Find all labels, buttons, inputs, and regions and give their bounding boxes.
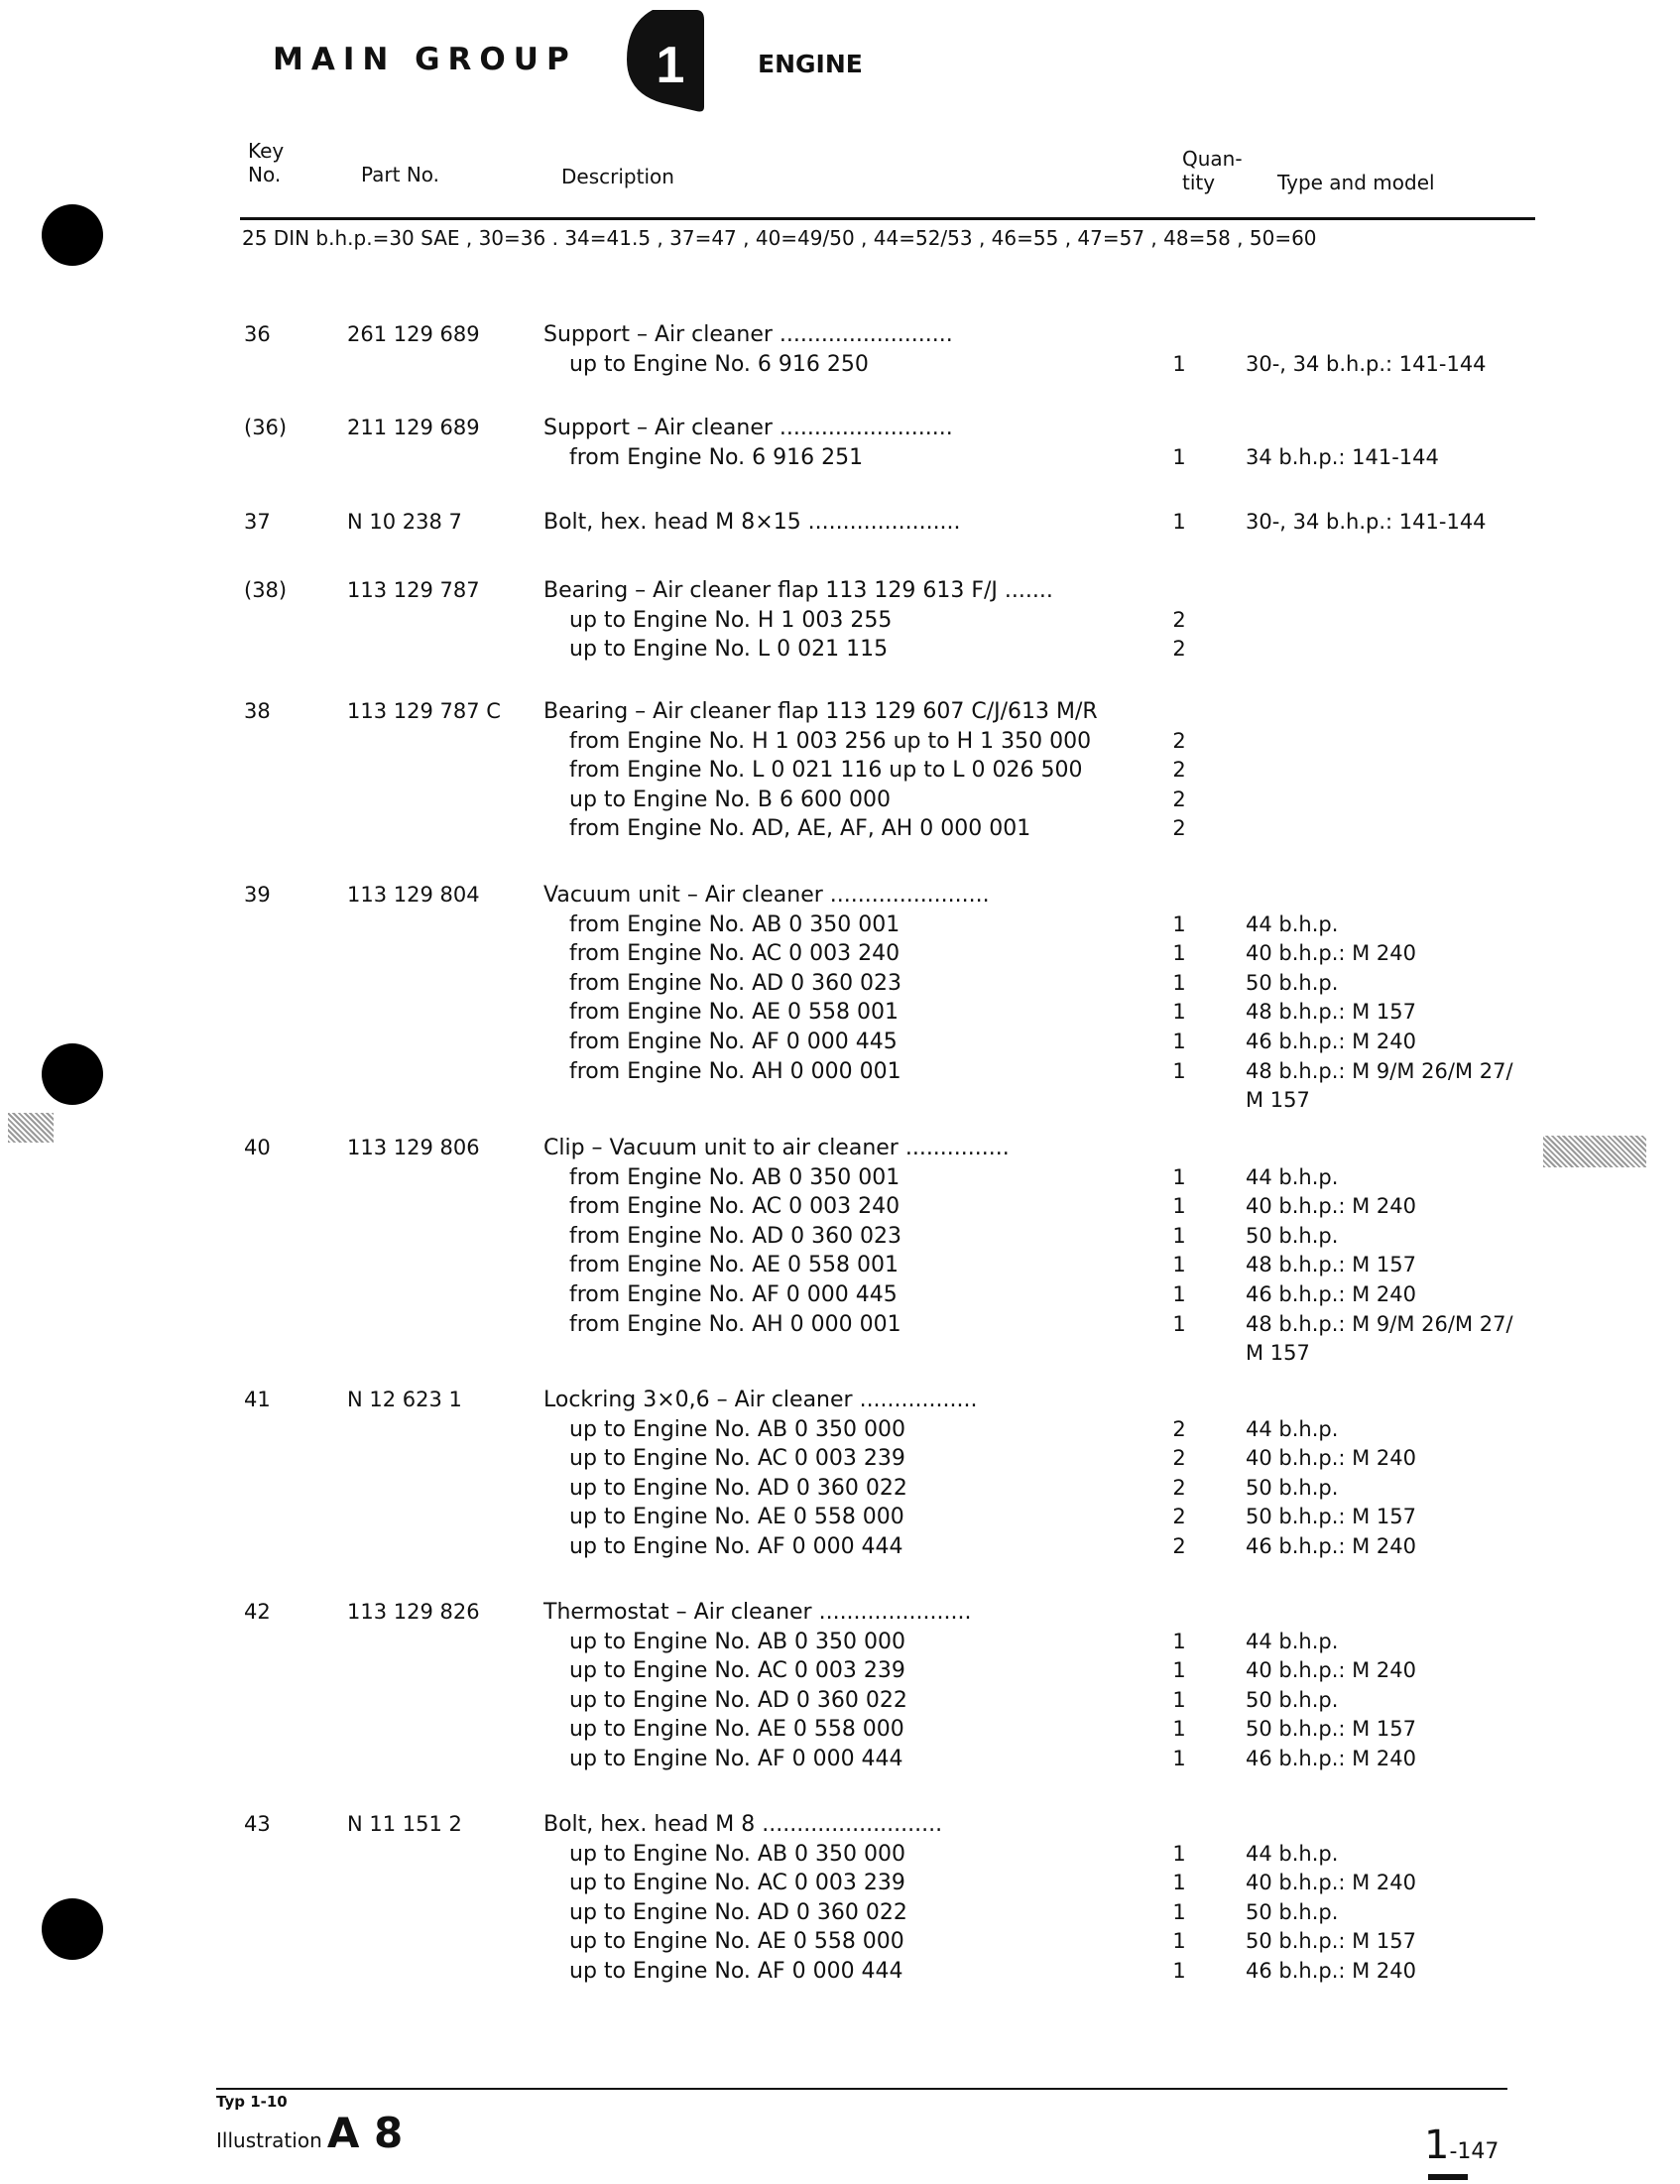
engine-range: from Engine No. AC 0 003 240	[569, 941, 900, 967]
type-and-model: 34 b.h.p.: 141-144	[1246, 444, 1439, 469]
type-and-model: 50 b.h.p.: M 157	[1246, 1505, 1417, 1529]
binder-hole-bottom	[42, 1898, 103, 1960]
key-number: 41	[244, 1388, 271, 1411]
type-and-model: 44 b.h.p.	[1246, 1629, 1339, 1653]
quantity: 2	[1172, 1475, 1186, 1500]
key-number: 39	[244, 883, 271, 907]
part-number: 113 129 806	[347, 1136, 480, 1159]
page-marker-bar	[1428, 2174, 1468, 2180]
engine-range: from Engine No. H 1 003 256 up to H 1 350 000	[569, 728, 1092, 754]
part-description: Bearing – Air cleaner flap 113 129 607 C/J/613 M/R	[543, 699, 1098, 724]
type-and-model: 44 b.h.p.	[1246, 911, 1339, 936]
part-description: Bolt, hex. head M 8×15 ......................	[543, 510, 961, 535]
page-number-minor: -147	[1449, 2139, 1500, 2164]
col-header-description: Description	[561, 165, 674, 188]
section-title: ENGINE	[758, 50, 863, 78]
type-and-model: 44 b.h.p.	[1246, 1841, 1339, 1866]
quantity: 1	[1172, 444, 1186, 469]
key-number: 40	[244, 1136, 271, 1159]
engine-range: from Engine No. AH 0 000 001	[569, 1058, 901, 1084]
quantity: 1	[1172, 970, 1186, 995]
quantity: 1	[1172, 1030, 1186, 1053]
engine-range: from Engine No. AE 0 558 001	[569, 1253, 900, 1278]
type-and-model: M 157	[1246, 1088, 1310, 1113]
part-description: Lockring 3×0,6 – Air cleaner .................	[543, 1388, 978, 1412]
part-description: Vacuum unit – Air cleaner .......................	[543, 883, 990, 908]
type-and-model: 44 b.h.p.	[1246, 1164, 1339, 1189]
type-and-model: 50 b.h.p.	[1246, 1687, 1339, 1712]
quantity: 2	[1172, 758, 1186, 783]
type-and-model: 50 b.h.p.	[1246, 1475, 1339, 1500]
part-number: N 10 238 7	[347, 510, 462, 534]
col-header-quantity: Quan- tity	[1182, 147, 1243, 194]
type-and-model: 48 b.h.p.: M 157	[1246, 1253, 1417, 1277]
col-header-key-no: Key No.	[248, 139, 285, 186]
header-rule	[240, 217, 1535, 220]
part-number: 211 129 689	[347, 416, 480, 439]
type-and-model: 40 b.h.p.: M 240	[1246, 941, 1417, 966]
part-number: N 12 623 1	[347, 1388, 462, 1411]
quantity: 1	[1172, 351, 1186, 376]
type-and-model: 48 b.h.p.: M 9/M 26/M 27/	[1246, 1058, 1513, 1083]
model-type-label: Typ 1-10	[216, 2093, 288, 2111]
quantity: 2	[1172, 607, 1186, 632]
quantity: 1	[1172, 1899, 1186, 1924]
quantity: 2	[1172, 787, 1186, 811]
engine-range: up to Engine No. AC 0 003 239	[569, 1658, 905, 1684]
engine-range: up to Engine No. AF 0 000 444	[569, 1959, 903, 1984]
col-header-part-no: Part No.	[361, 163, 440, 186]
type-and-model: 30-, 34 b.h.p.: 141-144	[1246, 351, 1487, 376]
quantity: 1	[1172, 1929, 1186, 1954]
type-and-model: 40 b.h.p.: M 240	[1246, 1871, 1417, 1895]
engine-range: up to Engine No. AE 0 558 000	[569, 1929, 904, 1955]
engine-range: from Engine No. AB 0 350 001	[569, 1164, 900, 1190]
engine-range: up to Engine No. L 0 021 115	[569, 637, 889, 663]
main-group-title: MAIN GROUP	[273, 42, 577, 77]
type-and-model: 50 b.h.p.: M 157	[1246, 1717, 1417, 1742]
scan-artifact	[8, 1113, 54, 1143]
engine-range: from Engine No. AD 0 360 023	[569, 970, 902, 996]
engine-range: from Engine No. AD 0 360 023	[569, 1223, 902, 1249]
engine-range: up to Engine No. AE 0 558 000	[569, 1505, 904, 1530]
quantity: 2	[1172, 1505, 1186, 1529]
illustration-code: A 8	[326, 2109, 404, 2157]
type-and-model: 40 b.h.p.: M 240	[1246, 1446, 1417, 1471]
engine-range: from Engine No. AF 0 000 445	[569, 1282, 898, 1307]
engine-range: up to Engine No. AB 0 350 000	[569, 1841, 905, 1867]
quantity: 2	[1172, 1416, 1186, 1441]
part-description: Support – Air cleaner .........................	[543, 416, 953, 440]
type-and-model: 46 b.h.p.: M 240	[1246, 1959, 1417, 1983]
quantity: 1	[1172, 1841, 1186, 1866]
page-number-major: 1	[1424, 2123, 1450, 2168]
binder-hole-top	[42, 204, 103, 266]
part-number: 113 129 826	[347, 1600, 480, 1624]
part-description: Support – Air cleaner .........................	[543, 322, 953, 347]
engine-range: from Engine No. AH 0 000 001	[569, 1311, 901, 1337]
page-number	[1424, 2123, 1499, 2168]
type-and-model: 50 b.h.p.	[1246, 1899, 1339, 1924]
binder-hole-middle	[42, 1043, 103, 1105]
illustration-label: Illustration	[216, 2128, 322, 2152]
type-and-model: 50 b.h.p.	[1246, 970, 1339, 995]
key-number: 42	[244, 1600, 271, 1624]
part-description: Bearing – Air cleaner flap 113 129 613 F/J .......	[543, 578, 1053, 603]
engine-range: from Engine No. AD, AE, AF, AH 0 000 001	[569, 816, 1031, 842]
engine-range: up to Engine No. AD 0 360 022	[569, 1899, 907, 1925]
engine-range: from Engine No. AC 0 003 240	[569, 1194, 900, 1220]
part-number: 113 129 804	[347, 883, 480, 907]
engine-range: from Engine No. 6 916 251	[569, 444, 864, 470]
key-number: 38	[244, 699, 271, 723]
quantity: 1	[1172, 1223, 1186, 1248]
engine-range: up to Engine No. AF 0 000 444	[569, 1747, 903, 1771]
quantity: 2	[1172, 637, 1186, 662]
quantity: 1	[1172, 1282, 1186, 1306]
footer-rule	[216, 2088, 1507, 2090]
key-number: (38)	[244, 578, 288, 602]
quantity: 1	[1172, 1959, 1186, 1983]
key-number: 36	[244, 322, 271, 346]
engine-range: up to Engine No. AF 0 000 444	[569, 1534, 903, 1559]
scan-artifact	[1543, 1136, 1646, 1167]
quantity: 2	[1172, 1446, 1186, 1471]
part-number: 113 129 787	[347, 578, 480, 602]
quantity: 1	[1172, 911, 1186, 936]
engine-range: up to Engine No. AC 0 003 239	[569, 1871, 905, 1896]
type-and-model: 30-, 34 b.h.p.: 141-144	[1246, 510, 1487, 534]
key-number: (36)	[244, 416, 288, 439]
engine-range: up to Engine No. 6 916 250	[569, 351, 869, 377]
quantity: 1	[1172, 1658, 1186, 1683]
key-number: 43	[244, 1812, 271, 1836]
quantity: 1	[1172, 510, 1186, 534]
group-number-badge	[623, 8, 706, 113]
quantity: 1	[1172, 1253, 1186, 1277]
quantity: 1	[1172, 1058, 1186, 1083]
quantity: 1	[1172, 1629, 1186, 1653]
type-and-model: 48 b.h.p.: M 9/M 26/M 27/	[1246, 1311, 1513, 1336]
key-number: 37	[244, 510, 271, 534]
engine-range: up to Engine No. AD 0 360 022	[569, 1687, 907, 1713]
part-number: 113 129 787 C	[347, 699, 501, 723]
quantity: 2	[1172, 1534, 1186, 1558]
col-header-type-model: Type and model	[1277, 171, 1435, 194]
part-number: 261 129 689	[347, 322, 480, 346]
type-and-model: 46 b.h.p.: M 240	[1246, 1534, 1417, 1558]
group-badge-shape	[623, 8, 706, 113]
part-number: N 11 151 2	[347, 1812, 462, 1836]
part-description: Bolt, hex. head M 8 ..........................	[543, 1812, 943, 1837]
quantity: 1	[1172, 1311, 1186, 1336]
part-description: Clip – Vacuum unit to air cleaner ...............	[543, 1136, 1010, 1160]
part-description: Thermostat – Air cleaner ......................	[543, 1600, 972, 1625]
engine-range: up to Engine No. AE 0 558 000	[569, 1717, 904, 1743]
engine-range: up to Engine No. H 1 003 255	[569, 607, 893, 633]
quantity: 1	[1172, 1871, 1186, 1895]
quantity: 1	[1172, 1164, 1186, 1189]
engine-range: from Engine No. AB 0 350 001	[569, 911, 900, 937]
type-and-model: 46 b.h.p.: M 240	[1246, 1747, 1417, 1770]
type-and-model: 40 b.h.p.: M 240	[1246, 1658, 1417, 1683]
group-number: 1	[656, 37, 685, 94]
quantity: 1	[1172, 941, 1186, 966]
engine-range: from Engine No. L 0 021 116 up to L 0 026 500	[569, 758, 1083, 784]
engine-range: up to Engine No. B 6 600 000	[569, 787, 891, 812]
engine-range: up to Engine No. AC 0 003 239	[569, 1446, 905, 1472]
type-and-model: 50 b.h.p.	[1246, 1223, 1339, 1248]
type-and-model: M 157	[1246, 1341, 1310, 1366]
quantity: 1	[1172, 1687, 1186, 1712]
din-conversion-note: 25 DIN b.h.p.=30 SAE , 30=36 . 34=41.5 , 37=47 , 40=49/50 , 44=52/53 , 46=55 , 47=57 , 48=58 , 50=60	[242, 226, 1317, 250]
type-and-model: 46 b.h.p.: M 240	[1246, 1030, 1417, 1053]
engine-range: up to Engine No. AB 0 350 000	[569, 1416, 905, 1442]
quantity: 1	[1172, 1747, 1186, 1770]
quantity: 1	[1172, 1000, 1186, 1025]
type-and-model: 46 b.h.p.: M 240	[1246, 1282, 1417, 1306]
quantity: 2	[1172, 816, 1186, 841]
quantity: 1	[1172, 1194, 1186, 1219]
type-and-model: 40 b.h.p.: M 240	[1246, 1194, 1417, 1219]
type-and-model: 50 b.h.p.: M 157	[1246, 1929, 1417, 1954]
engine-range: up to Engine No. AB 0 350 000	[569, 1629, 905, 1654]
type-and-model: 44 b.h.p.	[1246, 1416, 1339, 1441]
engine-range: from Engine No. AE 0 558 001	[569, 1000, 900, 1026]
engine-range: up to Engine No. AD 0 360 022	[569, 1475, 907, 1501]
illustration-reference	[216, 2109, 403, 2157]
type-and-model: 48 b.h.p.: M 157	[1246, 1000, 1417, 1025]
quantity: 2	[1172, 728, 1186, 753]
engine-range: from Engine No. AF 0 000 445	[569, 1030, 898, 1054]
quantity: 1	[1172, 1717, 1186, 1742]
